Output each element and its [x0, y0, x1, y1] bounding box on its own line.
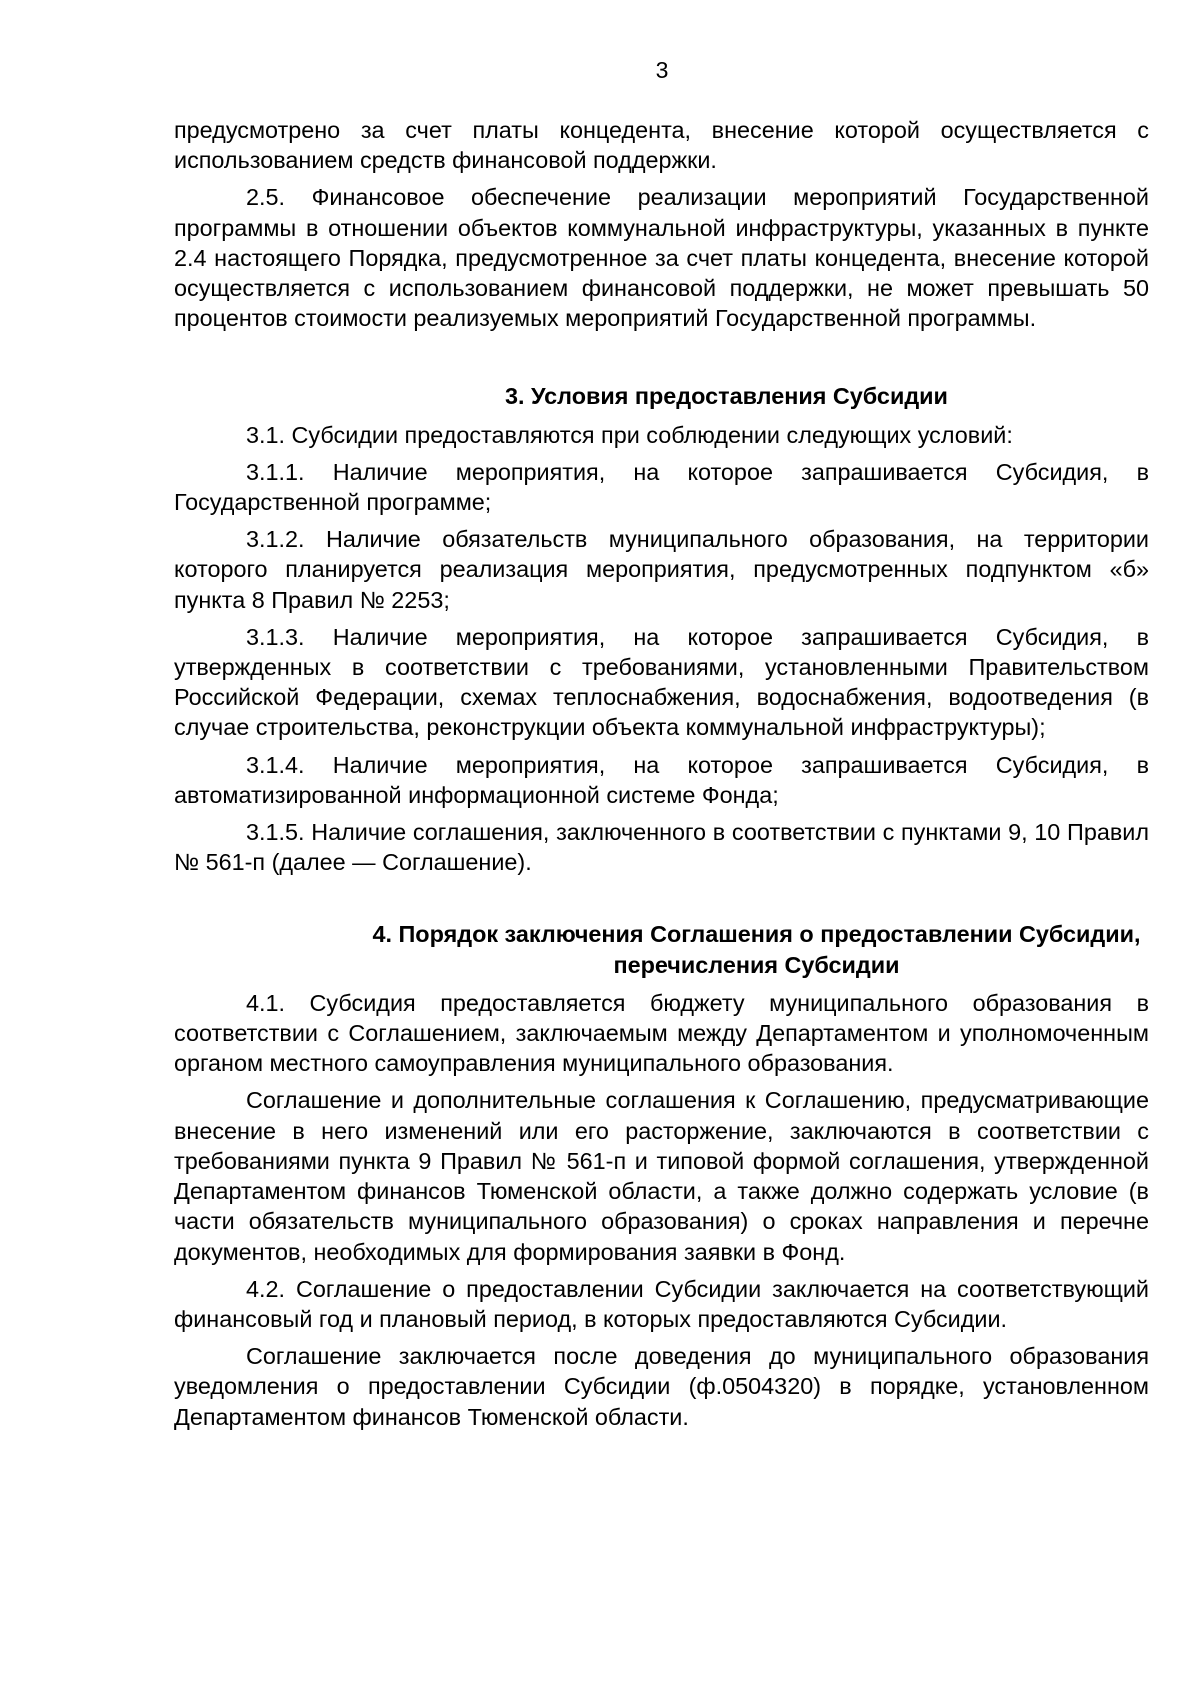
paragraph-4-2-agreement: Соглашение заключается после доведения до муниципального образования уведомления о предоставлении Субсидии (ф.0504320) в порядке, установленном Департаментом финансов Тюменской области.: [174, 1343, 1149, 1430]
paragraph-3-1-1: 3.1.1. Наличие мероприятия, на которое запрашивается Субсидия, в Государственной программе;: [174, 458, 1149, 516]
page-number: 3: [655, 57, 669, 83]
paragraph-3-1-4: 3.1.4. Наличие мероприятия, на которое запрашивается Субсидия, в автоматизированной информационной системе Фонда;: [174, 751, 1149, 808]
paragraph-2-5: 2.5. Финансовое обеспечение реализации мероприятий Государственной программы в отношении объектов коммунальной инфраструктуры, указанных в пункте 2.4 настоящего Порядка, предусмотренное за счет платы концедента, внесение которой осуществляется с использованием финансовой поддержки, не может превышать 50 процентов стоимости реализуемых мероприятий Государственной программы.: [174, 184, 1149, 332]
section-4-heading-line-2: перечисления Субсидии: [613, 951, 900, 978]
paragraph-continuation: предусмотрено за счет платы концедента, внесение которой осуществляется с использованием средств финансовой поддержки.: [174, 117, 1149, 174]
section-4-heading: [174, 919, 1149, 979]
section-4-heading-line-1: 4. Порядок заключения Соглашения о предоставлении Субсидии,: [372, 921, 1141, 948]
paragraph-4-1: 4.1. Субсидия предоставляется бюджету муниципального образования в соответствии с Соглашением, заключаемым между Департаментом и уполномоченным органом местного самоуправления муниципального образования.: [174, 989, 1149, 1077]
document-body: [174, 115, 1149, 1439]
paragraph-4-2: 4.2. Соглашение о предоставлении Субсидии заключается на соответствующий финансовый год и плановый период, в которых предоставляются Субсидии.: [174, 1275, 1149, 1332]
paragraph-3-1: 3.1. Субсидии предоставляются при соблюдении следующих условий:: [246, 421, 1013, 448]
section-3-heading: 3. Условия предоставления Субсидии: [505, 383, 948, 410]
paragraph-4-1-agreement: Соглашение и дополнительные соглашения к Соглашению, предусматривающие внесение в него изменений или его расторжение, заключаются в соответствии с требованиями пункта 9 Правил № 561-п и типовой формой соглашения, утвержденной Департаментом финансов Тюменской области, а также должно содержать условие (в части обязательств муниципального образования) о сроках направления и перечне документов, необходимых для формирования заявки в Фонд.: [174, 1087, 1149, 1265]
paragraph-3-1-2: 3.1.2. Наличие обязательств муниципального образования, на территории которого планируется реализация мероприятия, предусмотренных подпунктом «б» пункта 8 Правил № 2253;: [174, 526, 1149, 613]
paragraph-3-1-5: 3.1.5. Наличие соглашения, заключенного в соответствии с пунктами 9, 10 Правил № 561-п (далее — Соглашение).: [174, 819, 1149, 876]
paragraph-3-1-3: 3.1.3. Наличие мероприятия, на которое запрашивается Субсидия, в утвержденных в соответствии с требованиями, установленными Правительством Российской Федерации, схемах теплоснабжения, водоснабжения, водоотведения (в случае строительства, реконструкции объекта коммунальной инфраструктуры);: [174, 623, 1149, 741]
